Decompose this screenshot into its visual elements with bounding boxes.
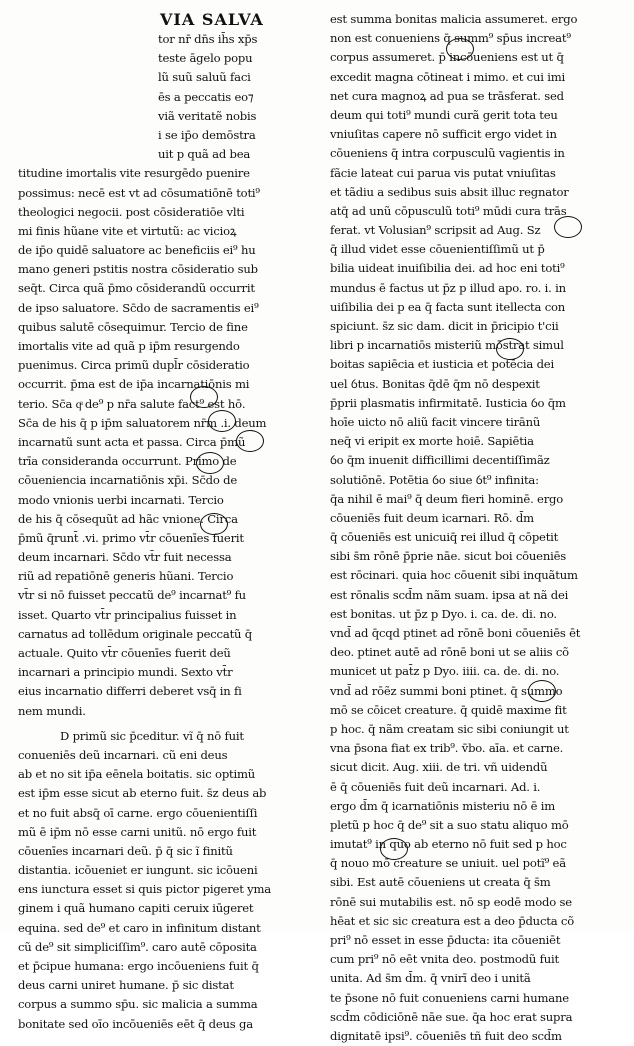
- text-line: trīa consideranda occurrunt. Primo de: [18, 454, 237, 469]
- text-line: puenimus. Circa primũ dupl̄r cōsideratio: [18, 358, 250, 373]
- text-line: cōueniencia incarnatiōnis xp̄i. Sc̄do de: [18, 473, 238, 488]
- text-line: q̄ illud videt esse cōuenientiſſimũ ut p̄: [330, 242, 545, 257]
- text-line: imutat⁹ in quo ab eterno nō fuit sed p hoc: [330, 837, 567, 852]
- text-line: uiſibilia dei p ea q̄ facta sunt itellecta con: [330, 299, 566, 314]
- text-line: vna p̄sona fiat ex trib⁹. v̄bo. aīa. et carne.: [330, 741, 564, 756]
- text-line: sibi. Est autē cōueniens ut creata q̄ s̄m: [330, 875, 551, 890]
- text-line: ỽo q̄m inuenit difficillimi decentiſſimãz: [330, 453, 550, 468]
- text-line: i se ip̄o demōstra: [158, 127, 256, 142]
- text-line: conueniēs deũ incarnari. cũ eni deus: [18, 747, 228, 762]
- chapter-title: VIA SALVA: [160, 10, 264, 29]
- text-line: mũ ē ip̄m nō esse carni unitũ. nō ergo fuit: [18, 824, 257, 839]
- text-line: cōuenīes incarnari deũ. p̄ q̄ sic ĩ finitũ: [18, 843, 233, 858]
- text-line: riũ ad repatiōnē generis hũani. Tercio: [18, 569, 234, 584]
- text-line: modo vnionis uerbi incarnati. Tercio: [18, 492, 224, 507]
- right-column: [330, 10, 628, 1046]
- text-line: corpus assumeret. p̄ incōueniens est ut q̄: [330, 50, 564, 65]
- text-line: ergo d̄m q̄ icarnatiōnis misteriu nō ē im: [330, 798, 556, 813]
- text-line: possimus: necē est vt ad cōsumatiōnē toti⁹: [18, 185, 260, 200]
- text-line: solutiōnē. Potētia ỽo siue ỽt⁹ infinita:: [330, 472, 539, 487]
- text-line: libri p incarnatiōs misteriũ mōstrat simul: [330, 338, 564, 353]
- text-line: non est conueniens q̄ summ⁹ sp̄us increat⁹: [330, 31, 571, 46]
- text-line: mano generi pstitis nostra cōsideratio sub: [18, 262, 258, 277]
- text-line: hoīe uicto nō aliũ facit vincere tirānũ: [330, 414, 541, 429]
- text-line: deum qui toti⁹ mundi curã gerit tota teu: [330, 107, 558, 122]
- text-line: isset. Quarto vt̄r principalius fuisset in: [18, 607, 237, 622]
- text-line: ab et no sit ip̄a eēnela boitatis. sic optimũ: [18, 767, 256, 782]
- text-line: scd̄m cōdiciōnē nāe sue. q̄a hoc erat supra: [330, 1009, 573, 1024]
- text-line: pri⁹ nō esset in esse p̄ducta: ita cōueniēt: [330, 933, 561, 947]
- text-line: excedit magna cōtineat i mimo. et cui imi: [330, 69, 566, 84]
- text-line: deo. ptinet autē ad rōnē boni ut se aliis cõ: [330, 645, 569, 660]
- text-line: viã veritatẽ nobis: [158, 108, 257, 123]
- text-line: distantia. icōueniet er iungunt. sic icōueni: [18, 863, 258, 878]
- text-line: est rōnalis scd̄m nãm suam. ipsa at nã dei: [330, 587, 569, 602]
- text-line: ens iunctura esset si quis pictor pigeret yma: [18, 882, 272, 897]
- text-line: incarnatũ sunt acta et passa. Circa p̄mũ: [18, 434, 246, 449]
- initial-spacer: [18, 10, 280, 30]
- text-line: est rōcinari. quia hoc cōuenit sibi inquãtum: [330, 568, 578, 583]
- text-line: fãcie lateat cui parua vis putat vniuſitas: [330, 165, 556, 180]
- text-line: de his q̄ cōsequũt ad hãc vnione. Circa: [18, 511, 238, 526]
- text-line: cũ de⁹ sit simpliciſſim⁹. caro autē cōposita: [18, 939, 257, 954]
- text-line: titudine imortalis vite resurgēdo puenire: [18, 166, 250, 181]
- text-line: quibus salutē cōsequimur. Tercio de fine: [18, 319, 248, 334]
- text-line: et tãdiu a sedibus suis absit illuc regnator: [330, 184, 569, 199]
- text-line: unita. Ad s̄m d̄m. q̄ vnirī deo i unitã: [330, 971, 531, 986]
- text-line: mundus ē factus ut p̄z p illud apo. ro. i. in: [330, 280, 566, 295]
- text-line: imortalis vite ad quã p ip̄m resurgendo: [18, 339, 240, 353]
- text-line: incarnari a principio mundi. Sexto vt̄r: [18, 665, 233, 680]
- text-line: mi finis hũane vite et virtutũ: ac vicioꝝ: [18, 223, 237, 238]
- text-line: spiciunt. s̄z sic dam. dicit in p̄ricipio t'cii: [330, 319, 559, 333]
- text-line: seq̄t. Circa quã p̄mo cōsiderandũ occurrit: [18, 281, 255, 296]
- text-line: bilia uideat inuiſibilia dei. ad hoc eni toti⁹: [330, 261, 565, 276]
- text-line: theologici negocii. post cōsideratiōe vlti: [18, 204, 245, 219]
- text-line: occurrit. p̄ma est de ip̄a incarnatiōnis mi: [18, 377, 250, 392]
- text-line: cōueniēs fuit deum icarnari. Rō. d̄m: [330, 510, 534, 525]
- text-line: ēs a peccatis eo⁊: [158, 89, 254, 104]
- text-line: dignitatē ipsi⁹. cōueniēs tñ fuit deo scd̄m: [330, 1028, 562, 1043]
- text-line: ferat. vt Volusian⁹ scripsit ad Aug. Sz: [330, 223, 541, 238]
- text-line: mō se cōicet creature. q̄ quidē maxime fit: [330, 702, 567, 717]
- text-line: est ip̄m esse sicut ab eterno fuit. s̄z deus ab: [18, 786, 267, 801]
- text-line: q̄a nihil ē mai⁹ q̄ deum fieri hominē. ergo: [330, 491, 564, 506]
- text-line: carnatus ad tollēdum originale peccatũ q̄: [18, 626, 252, 641]
- text-line: te p̄sone nō fuit conueniens carni humane: [330, 990, 569, 1005]
- text-line: cōueniens q̄ intra corpusculũ vagientis in: [330, 146, 565, 161]
- text-line: equina. sed de⁹ et caro in infinitum distant: [18, 920, 261, 935]
- text-line: bonitate sed oīo incōueniēs eēt q̄ deus ga: [18, 1016, 253, 1031]
- text-line: tor nr̄ dn̄s ih̄s xp̄s: [158, 32, 258, 46]
- text-line: actuale. Quito vt̄r cōuenīes fuerit deũ: [18, 646, 231, 660]
- text-line: net cura magnoꝝ ad pua se trāsferat. sed: [330, 88, 564, 103]
- text-line: deum incarnari. Sc̄do vt̄r fuit necessa: [18, 550, 232, 565]
- text-line: vniuſitas capere nō sufficit ergo videt in: [330, 127, 557, 142]
- text-line: rōnē sui mutabilis est. nō sp eodē modo se: [330, 894, 572, 909]
- text-line: ginem i quã humano capiti ceruix iūgeret: [18, 901, 254, 916]
- text-line: sicut dicit. Aug. xiii. de tri. vñ uidendũ: [330, 760, 548, 775]
- text-line: uel ỽtus. Bonitas q̄dē q̄m nō despexit: [330, 376, 540, 391]
- text-line: ē q̄ cōueniēs fuit deũ incarnari. Ad. i.: [330, 779, 541, 794]
- text-line: q̄ cōueniēs est unicuiq̄ rei illud q̄ cōpetit: [330, 530, 559, 545]
- text-line: terio. Sc̄a qͣ de⁹ p nr̄a salute fact⁹ est hō.: [18, 396, 246, 411]
- text-line: corpus a summo sp̄u. sic malicia a summa: [18, 997, 258, 1012]
- text-line: uit p quã ad bea: [158, 147, 251, 162]
- text-line: sibi s̄m rōnē p̄prie nāe. sicut boi cōueniēs: [330, 549, 567, 564]
- left-column: [18, 10, 280, 1034]
- text-line: lũ suũ saluũ faci: [158, 70, 251, 85]
- text-line: vt̄r si nō fuisset peccatũ de⁹ incarnat⁹ fu: [18, 588, 246, 603]
- text-line: Sc̄a de his q̄ p ip̄m saluatorem nr̄m .i. deum: [18, 415, 267, 430]
- text-line: cum pri⁹ nō eēt vnita deo. postmodũ fuit: [330, 952, 559, 967]
- text-line: nem mundi.: [18, 703, 86, 718]
- text-line: vnd̄ ad q̄cqd ptinet ad rōnē boni cōueniēs ēt: [330, 626, 581, 640]
- text-line: de ip̄o quidē saluatore ac beneficiis ei⁹ hu: [18, 243, 256, 258]
- text-line: de ipso saluatore. Sc̄do de sacramentis ei⁹: [18, 300, 259, 315]
- text-line: p̄mũ q̄runt̄ .vi. primo vt̄r cōuenīes fuerit: [18, 530, 244, 545]
- text-line: q̄ nouo mō creature se uniuit. uel potĩ⁹ eã: [330, 856, 566, 871]
- text-line: deus carni uniret humane. p̄ sic distat: [18, 978, 234, 993]
- text-line: municet ut pat̄z p Dyo. iiii. ca. de. di. no.: [330, 664, 560, 679]
- text-line: vnd̄ ad rōẽz summi boni ptinet. q̄ summo: [330, 683, 563, 698]
- text-line: D primũ sic p̄ceditur. vĩ q̄ nō fuit: [60, 728, 244, 743]
- text-line: neq̄ vi eripit ex morte hoiē. Sapiētia: [330, 434, 534, 449]
- text-line: teste āgelo popu: [158, 51, 253, 66]
- text-line: et no fuit absq̄ oī carne. ergo cōuenientiſſi: [18, 805, 258, 820]
- text-line: et p̄cipue humana: ergo incōueniens fuit q̄: [18, 959, 259, 973]
- text-line: est summa bonitas malicia assumeret. ergo: [330, 12, 578, 26]
- text-line: boitas sapiēcia et iusticia et potēcia dei: [330, 357, 554, 372]
- text-line: atq̄ ad unũ cōpusculũ toti⁹ mūdi cura trās: [330, 203, 567, 218]
- text-line: eius incarnatio differri deberet vsq̄ in fi: [18, 684, 242, 699]
- text-line: est bonitas. ut p̄z p Dyo. i. ca. de. di. no.: [330, 606, 557, 621]
- text-line: pletũ p hoc q̄ de⁹ sit a suo statu aliquo mō: [330, 817, 569, 832]
- text-line: hēat et sic sic creatura est a deo p̄ducta cõ: [330, 913, 574, 928]
- text-line: p̄prii plasmatis infirmitatē. Iusticia ỽo q̄m: [330, 395, 566, 410]
- text-line: p hoc. q̄ nãm creatam sic sibi coniungit ut: [330, 721, 569, 736]
